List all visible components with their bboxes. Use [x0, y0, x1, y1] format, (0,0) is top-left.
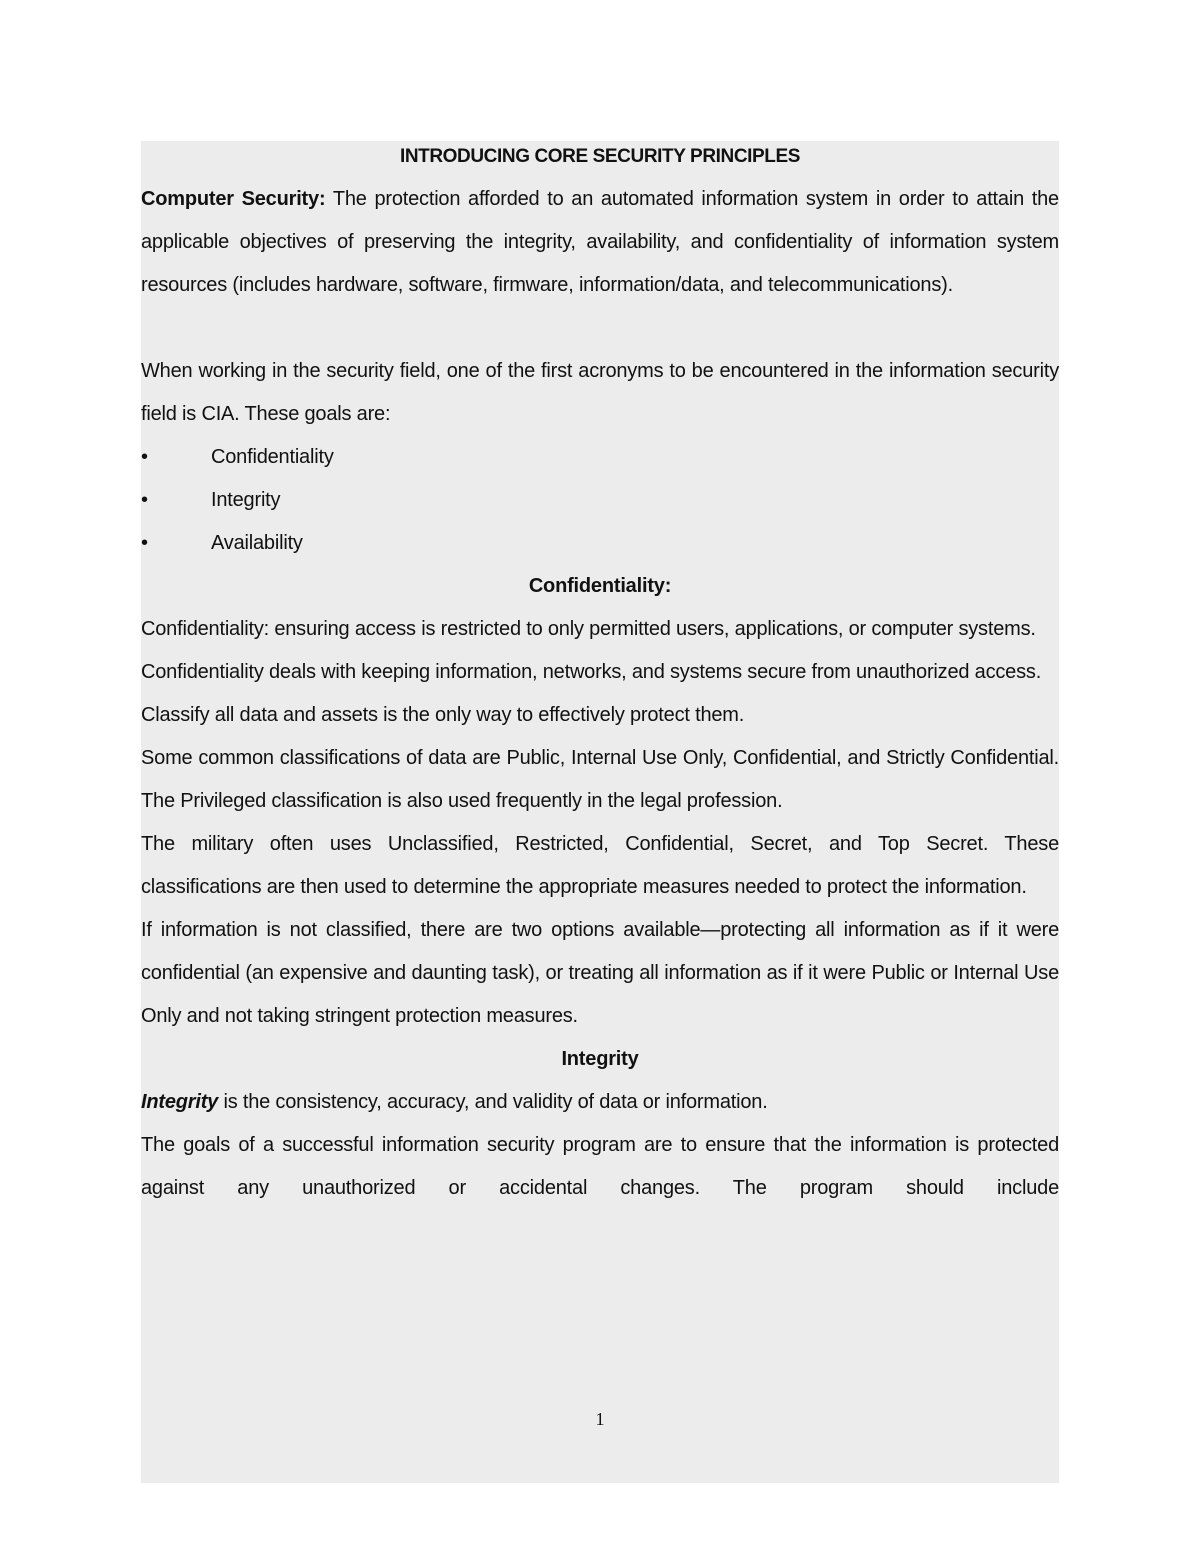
goal-list-item — [141, 479, 1059, 522]
goal-label: Availability — [211, 532, 303, 554]
goal-label: Confidentiality — [211, 446, 334, 468]
goal-label: Integrity — [211, 489, 281, 511]
page-number: 1 — [595, 1409, 605, 1429]
confidentiality-paragraph: The military often uses Unclassified, Restricted, Confidential, Secret, and Top Secret. These classifications are then used to determine the appropriate measures needed to protect the information. — [141, 833, 1059, 898]
computer-security-text: The protection afforded to an automated information system in order to attain the applicable objectives of preserving the integrity, availability, and confidentiality of information system resources (includes hardware, software, firmware, information/data, and telecommunications). — [141, 188, 1059, 296]
confidentiality-heading: Confidentiality: — [528, 575, 672, 597]
document-body — [141, 135, 1059, 1210]
integrity-heading: Integrity — [561, 1048, 639, 1070]
confidentiality-paragraph: Some common classifications of data are Public, Internal Use Only, Confidential, and Strictly Confidential. The Privileged classification is also used frequently in the legal profession. — [141, 747, 1059, 812]
integrity-definition-paragraph — [141, 1081, 1059, 1124]
confidentiality-paragraph: Classify all data and assets is the only way to effectively protect them. — [141, 704, 745, 726]
goal-list-item — [141, 522, 1059, 565]
goal-list-item — [141, 436, 1059, 479]
computer-security-paragraph — [141, 178, 1059, 307]
document-title: INTRODUCING CORE SECURITY PRINCIPLES — [399, 146, 801, 167]
bullet-icon: • — [141, 489, 148, 511]
confidentiality-paragraph: Confidentiality: ensuring access is restricted to only permitted users, applications, or computer systems. — [141, 618, 1036, 640]
computer-security-label: Computer Security: — [141, 188, 326, 210]
blank-line — [141, 307, 1059, 350]
bullet-icon: • — [141, 532, 148, 554]
confidentiality-paragraph: If information is not classified, there are two options available—protecting all information as if it were confidential (an expensive and daunting task), or treating all information as if it were Public or Internal Use Only and not taking stringent protection measures. — [141, 919, 1059, 1027]
confidentiality-paragraph: Confidentiality deals with keeping information, networks, and systems secure from unauthorized access. — [141, 661, 1042, 683]
cia-intro-paragraph: When working in the security field, one of the first acronyms to be encountered in the information security field is CIA. These goals are: — [141, 360, 1059, 425]
integrity-paragraph: The goals of a successful information security program are to ensure that the information is protected against any unauthorized or accidental changes. The program should include — [141, 1134, 1059, 1199]
integrity-definition-text: is the consistency, accuracy, and validity of data or information. — [218, 1091, 768, 1113]
bullet-icon: • — [141, 446, 148, 468]
integrity-term: Integrity — [141, 1091, 219, 1113]
